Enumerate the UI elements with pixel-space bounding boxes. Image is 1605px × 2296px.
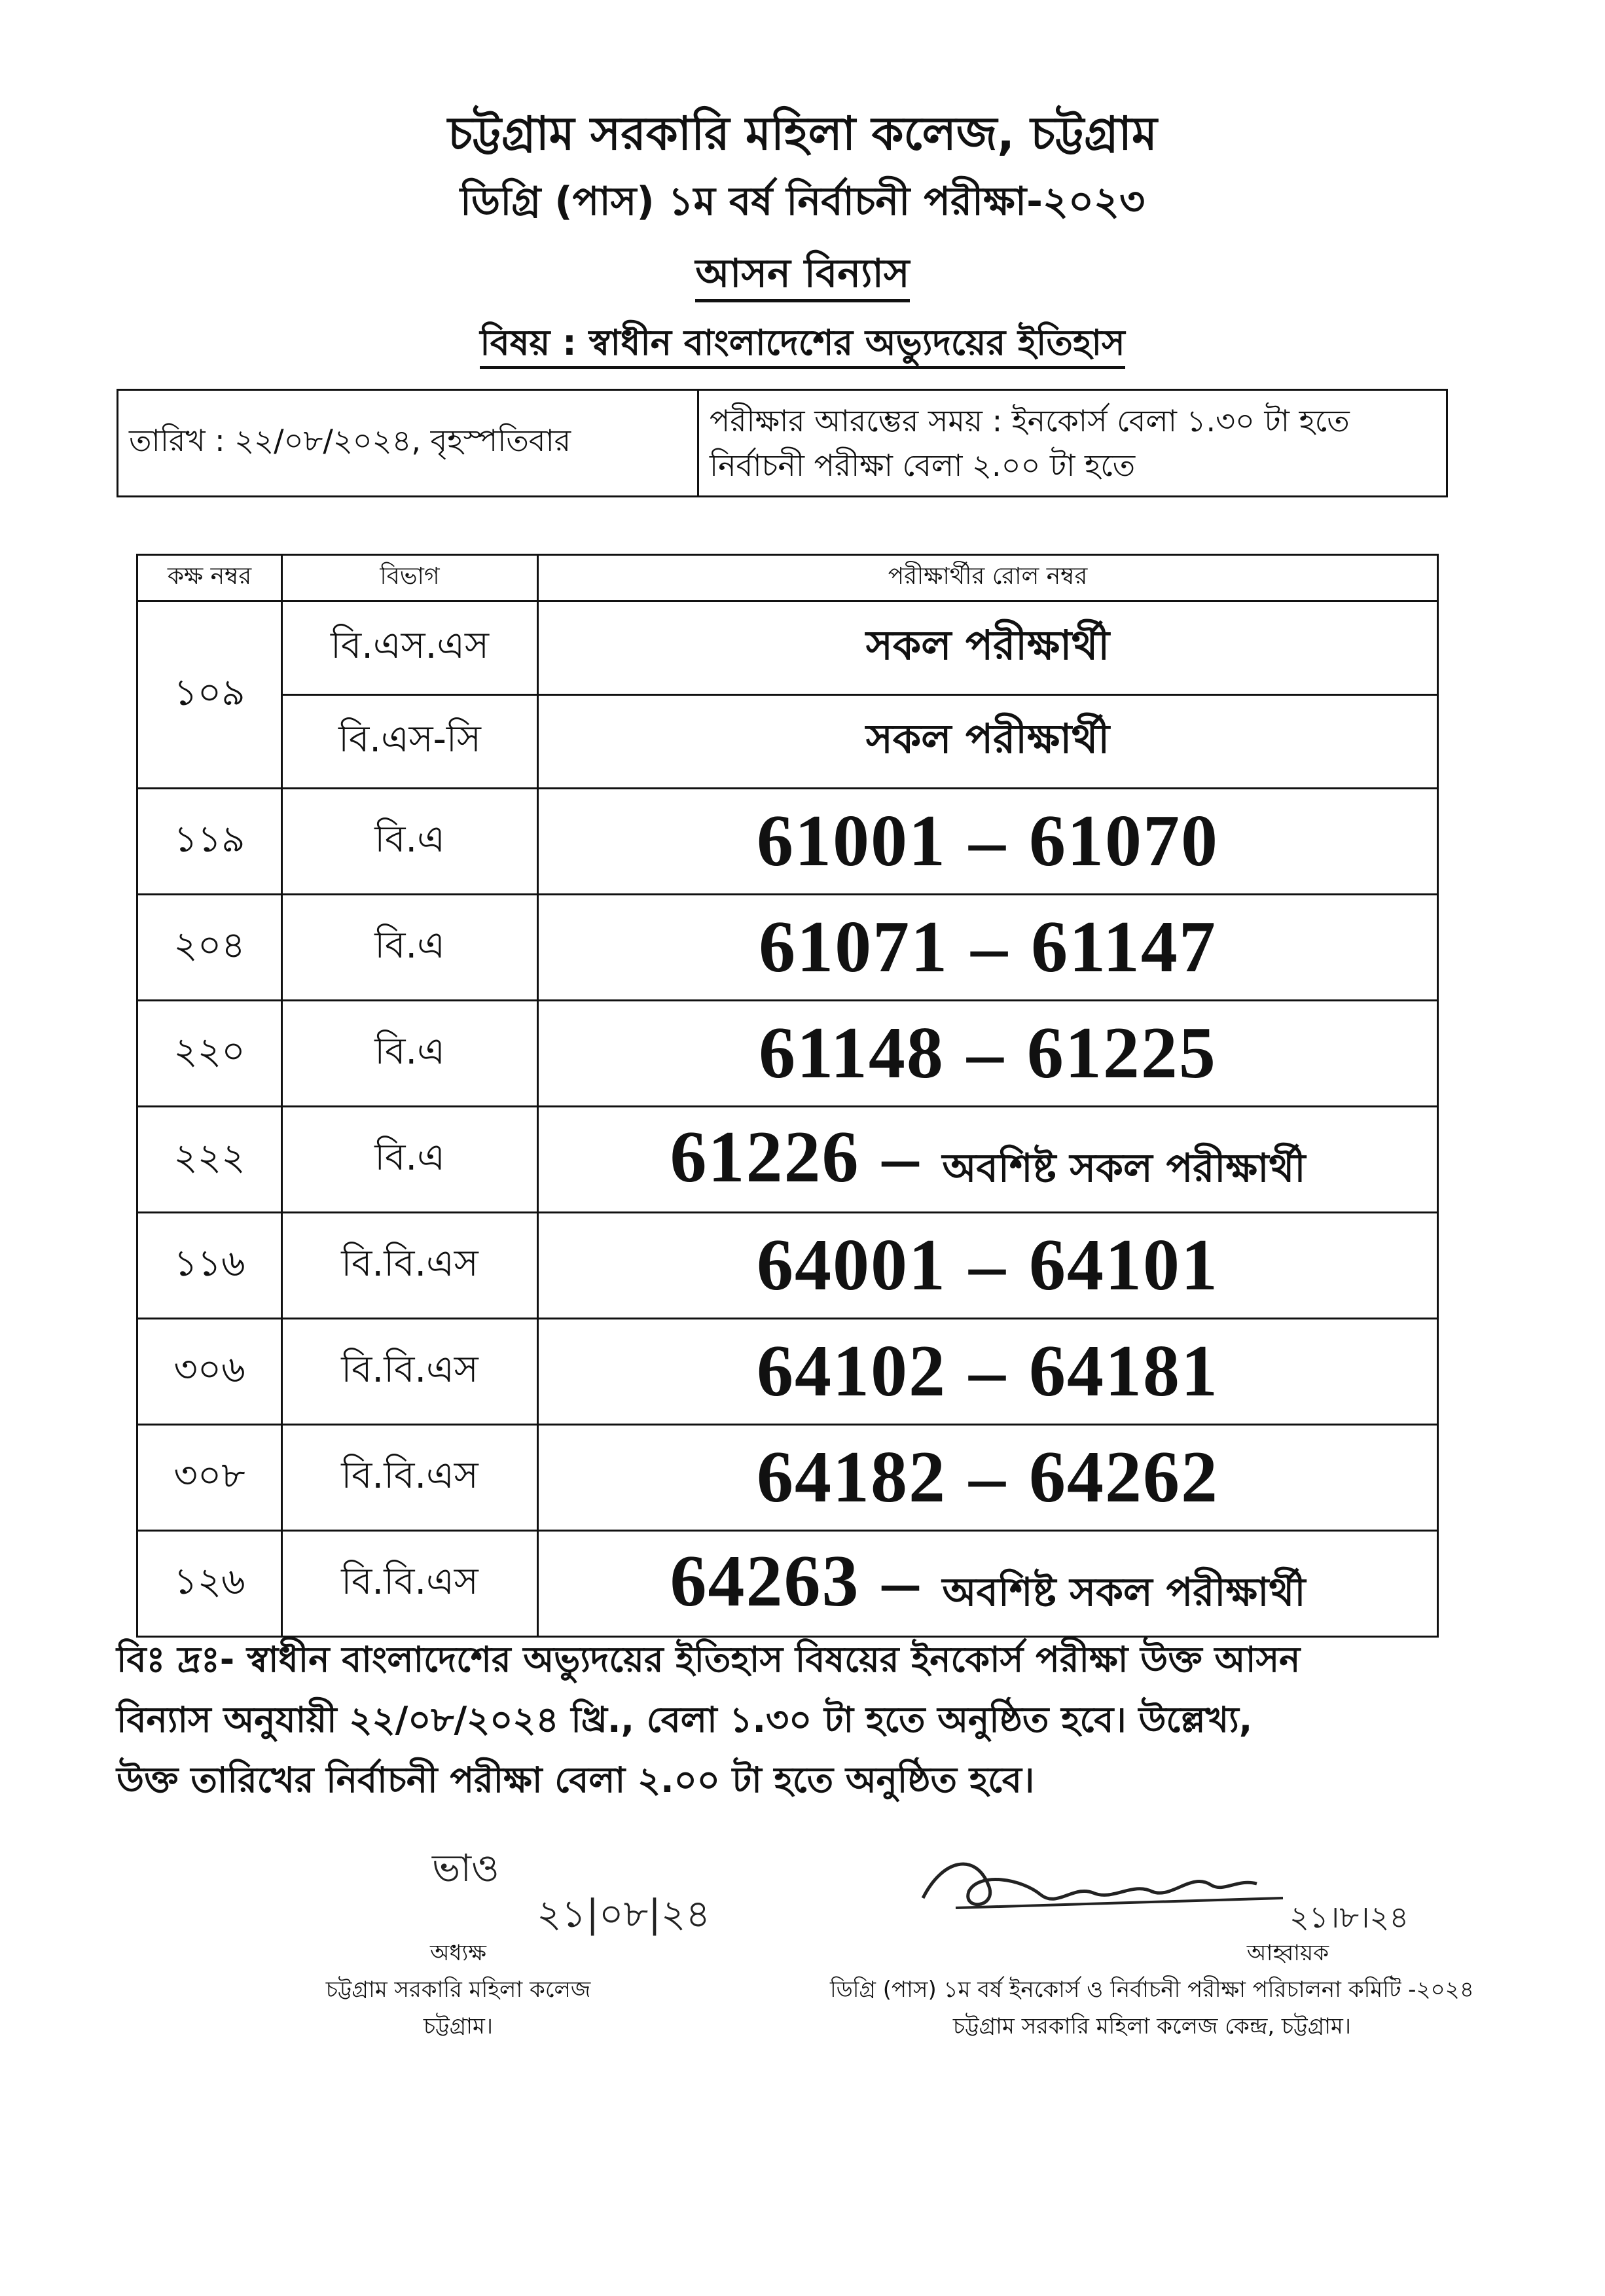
roll-range bbox=[538, 1107, 1438, 1213]
table-header-row bbox=[137, 555, 1438, 601]
principal-line1: চট্টগ্রাম সরকারি মহিলা কলেজ bbox=[325, 1977, 591, 2003]
table-row bbox=[137, 601, 1438, 695]
roll-from: 64102 bbox=[757, 1331, 947, 1412]
department: বি.বি.এস bbox=[282, 1425, 538, 1531]
table-row bbox=[137, 1001, 1438, 1107]
roll-to: 64262 bbox=[1029, 1437, 1219, 1518]
roll-to: 61070 bbox=[1029, 800, 1219, 882]
roll-to: অবশিষ্ট সকল পরীক্ষার্থী bbox=[942, 1570, 1306, 1615]
roll-range: সকল পরীক্ষার্থী bbox=[538, 601, 1438, 695]
room-number: ২২০ bbox=[137, 1001, 282, 1107]
convener-sign-date: ২১।৮।২৪ bbox=[1289, 1899, 1409, 1935]
exam-time-line2: নির্বাচনী পরীক্ষা বেলা ২.০০ টা হতে bbox=[710, 448, 1136, 483]
roll-dash: – bbox=[969, 1437, 1007, 1518]
table-row bbox=[137, 1425, 1438, 1531]
exam-info-box bbox=[117, 389, 1448, 497]
footnote-line2: বিন্যাস অনুযায়ী ২২/০৮/২০২৪ খ্রি., বেলা ১.৩০ টা হতে অনুষ্ঠিত হবে। উল্লেখ্য, bbox=[117, 1699, 1253, 1740]
roll-from: 64001 bbox=[757, 1225, 947, 1306]
roll-to: 61225 bbox=[1026, 1013, 1217, 1094]
roll-from: 64263 bbox=[670, 1541, 860, 1622]
roll-range bbox=[538, 1531, 1438, 1637]
subject-line: বিষয় : স্বাধীন বাংলাদেশের অভ্যুদয়ের ইতিহাস bbox=[480, 322, 1125, 369]
convener-title: আহ্বায়ক bbox=[1246, 1940, 1329, 1966]
roll-from: 61001 bbox=[757, 800, 947, 882]
room-number: ১০৯ bbox=[137, 601, 282, 789]
department: বি.এ bbox=[282, 1107, 538, 1213]
room-number: ১২৬ bbox=[137, 1531, 282, 1637]
department: বি.বি.এস bbox=[282, 1213, 538, 1319]
roll-from: 61071 bbox=[759, 906, 949, 988]
department: বি.বি.এস bbox=[282, 1531, 538, 1637]
room-number: ৩০৬ bbox=[137, 1319, 282, 1425]
roll-from: 64182 bbox=[757, 1437, 947, 1518]
roll-range bbox=[538, 1319, 1438, 1425]
roll-dash: – bbox=[882, 1541, 920, 1622]
roll-to: অবশিষ্ট সকল পরীক্ষার্থী bbox=[942, 1145, 1306, 1191]
subject-wrap bbox=[0, 315, 1605, 374]
roll-dash: – bbox=[969, 800, 1007, 882]
table-row bbox=[137, 695, 1438, 789]
principal-signature-block bbox=[275, 1898, 641, 2045]
table-row bbox=[137, 1319, 1438, 1425]
roll-dash: – bbox=[971, 906, 1009, 988]
roll-dash: – bbox=[969, 1331, 1007, 1412]
table-row bbox=[137, 1213, 1438, 1319]
header-department: বিভাগ bbox=[282, 555, 538, 601]
room-number: ১১৬ bbox=[137, 1213, 282, 1319]
table-row bbox=[137, 895, 1438, 1001]
roll-dash: – bbox=[966, 1013, 1005, 1094]
convener-line1: ডিগ্রি (পাস) ১ম বর্ষ ইনকোর্স ও নির্বাচনী পরীক্ষা পরিচালনা কমিটি -২০২৪ bbox=[830, 1977, 1474, 2003]
seating-table bbox=[136, 554, 1439, 1638]
room-number: ১১৯ bbox=[137, 789, 282, 895]
roll-dash: – bbox=[969, 1225, 1007, 1306]
exam-time-line1: পরীক্ষার আরম্ভের সময় : ইনকোর্স বেলা ১.৩০ টা হতে bbox=[710, 403, 1350, 439]
department: বি.এস.এস bbox=[282, 601, 538, 695]
roll-range bbox=[538, 1213, 1438, 1319]
roll-to: 64101 bbox=[1029, 1225, 1219, 1306]
document-title-wrap bbox=[0, 243, 1605, 309]
footnote bbox=[117, 1630, 1478, 1810]
principal-initial: ভাও bbox=[432, 1846, 499, 1890]
department: বি.এ bbox=[282, 895, 538, 1001]
roll-to: 61147 bbox=[1031, 906, 1217, 988]
convener-line2: চট্টগ্রাম সরকারি মহিলা কলেজ কেন্দ্র, চট্টগ্রাম। bbox=[952, 2013, 1352, 2039]
principal-sign-date: ২১|০৮|২৪ bbox=[537, 1892, 711, 1936]
roll-range bbox=[538, 789, 1438, 895]
exam-date: তারিখ : ২২/০৮/২০২৪, বৃহস্পতিবার bbox=[118, 390, 698, 497]
exam-title: ডিগ্রি (পাস) ১ম বর্ষ নির্বাচনী পরীক্ষা-২০২৩ bbox=[460, 179, 1145, 224]
convener-signature-block bbox=[825, 1898, 1479, 2045]
roll-from: 61148 bbox=[759, 1013, 945, 1094]
header-room: কক্ষ নম্বর bbox=[137, 555, 282, 601]
table-row bbox=[137, 1531, 1438, 1637]
footnote-line1: বিঃ দ্রঃ- স্বাধীন বাংলাদেশের অভ্যুদয়ের ইতিহাস বিষয়ের ইনকোর্স পরীক্ষা উক্ত আসন bbox=[117, 1639, 1301, 1680]
exam-time bbox=[698, 390, 1447, 497]
room-number: ৩০৮ bbox=[137, 1425, 282, 1531]
table-row bbox=[137, 1107, 1438, 1213]
table-row bbox=[137, 789, 1438, 895]
department: বি.বি.এস bbox=[282, 1319, 538, 1425]
roll-from: 61226 bbox=[670, 1117, 860, 1198]
header-roll: পরীক্ষার্থীর রোল নম্বর bbox=[538, 555, 1438, 601]
document-title: আসন বিন্যাস bbox=[695, 251, 909, 302]
footnote-line3: উক্ত তারিখের নির্বাচনী পরীক্ষা বেলা ২.০০ টা হতে অনুষ্ঠিত হবে। bbox=[117, 1759, 1035, 1801]
roll-to: 64181 bbox=[1029, 1331, 1219, 1412]
roll-range bbox=[538, 895, 1438, 1001]
department: বি.এস-সি bbox=[282, 695, 538, 789]
college-name: চট্টগ্রাম সরকারি মহিলা কলেজ, চট্টগ্রাম bbox=[448, 107, 1157, 160]
department: বি.এ bbox=[282, 1001, 538, 1107]
principal-line2: চট্টগ্রাম। bbox=[423, 2013, 494, 2039]
department: বি.এ bbox=[282, 789, 538, 895]
room-number: ২০৪ bbox=[137, 895, 282, 1001]
roll-range bbox=[538, 1001, 1438, 1107]
roll-range bbox=[538, 1425, 1438, 1531]
roll-range: সকল পরীক্ষার্থী bbox=[538, 695, 1438, 789]
roll-dash: – bbox=[882, 1117, 920, 1198]
room-number: ২২২ bbox=[137, 1107, 282, 1213]
principal-title: অধ্যক্ষ bbox=[430, 1940, 486, 1966]
